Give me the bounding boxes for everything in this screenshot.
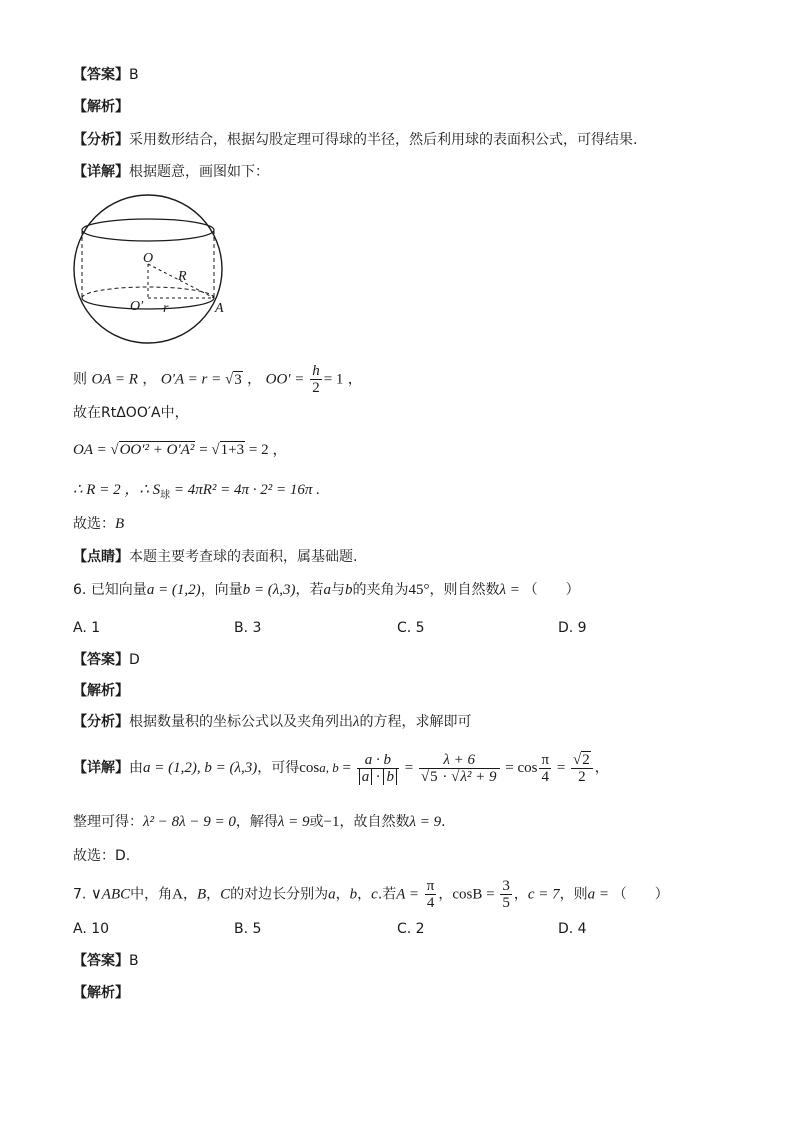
frac-den: 2 xyxy=(312,380,320,396)
step1-eq2: O′A = r = xyxy=(160,371,225,388)
q6-lambda: λ = xyxy=(499,582,524,598)
frac1-den: a · b xyxy=(357,768,399,785)
detail-frac4 xyxy=(571,752,593,785)
label-r: r xyxy=(163,301,169,316)
detail-cos: cos xyxy=(299,760,320,776)
label-O-prime: O′ xyxy=(130,299,144,314)
q7-fracA-den: 4 xyxy=(425,894,437,911)
q6-analysis xyxy=(73,712,472,732)
q7-c3: ， xyxy=(335,886,350,903)
q7-triangle: ∨ABC xyxy=(90,886,131,903)
q5-comment xyxy=(73,547,357,567)
analysis-text1: 根据数量积的坐标公式以及夹角列出 xyxy=(129,714,353,730)
detail-frac3 xyxy=(539,752,551,785)
frac1-num: a · b xyxy=(364,751,391,768)
q6-stem-text4: 与 xyxy=(331,582,346,598)
sphere-figure xyxy=(70,192,230,344)
answer-value: B xyxy=(129,67,139,83)
frac1-den-b: b xyxy=(383,769,397,785)
step1-frac xyxy=(310,363,322,396)
q6-stem-text2: ，向量 xyxy=(200,582,243,598)
q7-C: C xyxy=(220,886,231,903)
frac-num: h xyxy=(312,363,320,379)
simplify-text1: 整理可得： xyxy=(73,814,143,830)
step3-root2: 1+3 xyxy=(220,442,245,458)
q5-answer xyxy=(73,65,139,85)
comment-text: 本题主要考查球的表面积，属基础题. xyxy=(129,549,358,565)
q6-stem-text6: ，则自然数 xyxy=(429,582,500,598)
frac2-den-s1: 5 xyxy=(430,768,438,785)
q7-Aeq: A = xyxy=(396,886,423,903)
q7-c4: ， xyxy=(357,886,372,903)
sphere-outline xyxy=(74,195,222,343)
analysis-text: 采用数形结合，根据勾股定理可得球的半径，然后利用球的表面积公式，可得结果. xyxy=(129,132,638,148)
q7-option-c: C. 2 xyxy=(397,921,425,937)
detail-end: ， xyxy=(594,760,609,776)
frac1-den-a: a xyxy=(359,769,373,785)
answer-value: D xyxy=(129,652,140,668)
q5-choice xyxy=(73,514,124,534)
q5-step3: OA = √OO′² + O′A² = √1+3 = 2 ， xyxy=(73,442,288,458)
analysis-tag: 【分析】 xyxy=(73,132,129,148)
step3-mid: = xyxy=(195,442,212,458)
choice-prefix: 故选： xyxy=(73,516,115,532)
simplify-sol: λ = 9 xyxy=(277,814,310,830)
q7-stem-text3: .若 xyxy=(377,886,397,903)
q5-analysis xyxy=(73,130,637,150)
q6-answer xyxy=(73,650,140,670)
q7-analysis-heading: 【解析】 xyxy=(73,985,129,1001)
q7-ceq: c = 7 xyxy=(527,886,560,903)
q6-stem-text3: ，若 xyxy=(295,582,324,598)
step4-rest: = 4πR² = 4π · 2² = 16π . xyxy=(170,482,320,498)
frac3-num: π xyxy=(541,751,550,768)
step4-sub: 球 xyxy=(160,489,171,501)
q7-A: A xyxy=(172,886,183,903)
q7-fracB-num: 3 xyxy=(502,878,510,894)
top-circle-ellipse xyxy=(82,219,214,241)
q6-a: a xyxy=(323,582,332,598)
detail-vecs: a = (1,2), b = (λ,3) xyxy=(143,760,258,776)
q7-option-b: B. 5 xyxy=(234,921,262,937)
q7-option-d: D. 4 xyxy=(558,921,587,937)
q6-option-c: C. 5 xyxy=(397,620,425,636)
q5-step2: 故在RtΔOO′A中， xyxy=(73,405,189,421)
q7-c: c xyxy=(371,886,378,903)
q6-simplify xyxy=(73,812,446,832)
q7-bracket: （ ） xyxy=(612,886,669,903)
frac4-den: 2 xyxy=(571,768,593,785)
simplify-end: . xyxy=(441,814,446,830)
q5-step1: 则 OA = R ， O′A = r = √3 ， OO′ = $\frac{h}{2}$ = 1 ， xyxy=(73,363,362,396)
q7-cosB: cosB = xyxy=(452,886,499,903)
step4-text: ∴ R = 2 ，∴ S xyxy=(73,482,161,498)
q7-fracB xyxy=(500,878,512,911)
q7-fracA xyxy=(425,878,437,911)
frac2-den: √5 · √λ² + 9 xyxy=(419,768,500,785)
q7-c5: ， xyxy=(438,886,453,903)
simplify-eq: λ² − 8λ − 9 = 0 xyxy=(143,814,236,830)
q7-b: b xyxy=(349,886,358,903)
q6-analysis-heading: 【解析】 xyxy=(73,683,129,699)
q7-a: a xyxy=(328,886,336,903)
choice-value: B xyxy=(115,516,125,532)
frac4-num-root: 2 xyxy=(582,751,590,768)
q6-b-def: b = (λ,3) xyxy=(242,582,296,598)
q6-option-a: A. 1 xyxy=(73,620,101,636)
step1-eq1: OA = R xyxy=(91,371,138,388)
answer-tag: 【答案】 xyxy=(73,652,129,668)
q5-detail xyxy=(73,162,269,182)
frac3-den: 4 xyxy=(539,768,551,785)
q6-stem-text1: 已知向量 xyxy=(90,582,147,598)
q7-stem xyxy=(73,878,669,911)
step1-prefix: 则 xyxy=(73,371,87,388)
q7-stem-text1: 中，角 xyxy=(130,886,173,903)
step1-sep2: ， xyxy=(247,371,262,388)
q6-choice: 故选：D. xyxy=(73,848,131,864)
simplify-text4: ，故自然数 xyxy=(339,814,410,830)
answer-tag: 【答案】 xyxy=(73,67,129,83)
detail-tag: 【详解】 xyxy=(73,164,129,180)
simplify-sol2: −1 xyxy=(323,814,340,830)
answer-value: B xyxy=(129,953,139,969)
step3-root1: OO′² + O′A² xyxy=(119,442,195,458)
q6-stem-text5: 的夹角为 xyxy=(352,582,409,598)
q7-number: 7. xyxy=(73,886,87,903)
detail-frac2 xyxy=(419,752,500,785)
frac2-den-s2: λ² + 9 xyxy=(460,768,497,785)
q6-option-d: D. 9 xyxy=(558,620,587,636)
q6-b: b xyxy=(345,582,353,598)
step3-end: = 2 ， xyxy=(245,442,288,458)
step1-sqrt: 3 xyxy=(234,371,242,388)
detail-cos2: = cos xyxy=(501,760,538,776)
detail-eq: = xyxy=(338,760,355,776)
analysis-tag: 【分析】 xyxy=(73,714,129,730)
comment-tag: 【点睛】 xyxy=(73,549,129,565)
frac4-num: √2 xyxy=(573,751,590,768)
q7-fracA-num: π xyxy=(426,878,435,894)
q7-c1: ， xyxy=(182,886,197,903)
frac2-num: λ + 6 xyxy=(443,751,476,768)
detail-tag: 【详解】 xyxy=(73,760,129,776)
q6-angle: 45° xyxy=(408,582,430,598)
detail-frac1 xyxy=(357,752,399,785)
simplify-text2: ，解得 xyxy=(235,814,278,830)
step3-lhs: OA = xyxy=(73,442,111,458)
q6-stem xyxy=(73,580,580,600)
q6-bracket: （ ） xyxy=(523,582,580,598)
q7-stem-text4: ，则 xyxy=(559,886,588,903)
q7-B: B xyxy=(196,886,207,903)
label-R: R xyxy=(178,269,187,284)
detail-ab: a, b xyxy=(319,760,339,775)
q5-analysis-heading: 【解析】 xyxy=(73,99,129,115)
detail-text1: 由 xyxy=(129,760,143,776)
analysis-lambda: λ xyxy=(353,714,360,730)
answer-tag: 【答案】 xyxy=(73,953,129,969)
q7-c6: ， xyxy=(513,886,528,903)
q7-option-a: A. 10 xyxy=(73,921,110,937)
q6-a-def: a = (1,2) xyxy=(146,582,201,598)
step1-eq3: OO′ = xyxy=(265,371,309,388)
step1-sep: ， xyxy=(142,371,157,388)
analysis-text2: 的方程，求解即可 xyxy=(359,714,472,730)
label-O: O xyxy=(143,251,154,266)
simplify-text3: 或 xyxy=(309,814,324,830)
label-A: A xyxy=(215,301,224,316)
simplify-final: λ = 9 xyxy=(409,814,442,830)
step1-end: ， xyxy=(347,371,362,388)
q7-aeq: a = xyxy=(587,886,613,903)
q7-fracB-den: 5 xyxy=(502,895,510,911)
detail-text2: ，可得 xyxy=(257,760,300,776)
q5-step4 xyxy=(73,480,320,506)
q7-answer xyxy=(73,951,139,971)
q6-option-b: B. 3 xyxy=(234,620,262,636)
step1-eq3-end: = 1 xyxy=(323,371,344,388)
q7-c2: ， xyxy=(206,886,221,903)
q7-stem-text2: 的对边长分别为 xyxy=(230,886,329,903)
q6-number: 6. xyxy=(73,582,87,598)
bottom-circle-front xyxy=(82,298,214,309)
detail-text: 根据题意，画图如下： xyxy=(129,164,269,180)
q6-detail: 【详解】由a = (1,2), b = (λ,3)，可得cosa, b = $\frac{a \cdot b}{a \cdot b}$ = $\frac{\lambda + 6}{\text{√5 · √λ² + 9}}$ = cos $\frac{\pi}{4}$ = $\frac{√2}{2}$ ， xyxy=(73,751,609,785)
